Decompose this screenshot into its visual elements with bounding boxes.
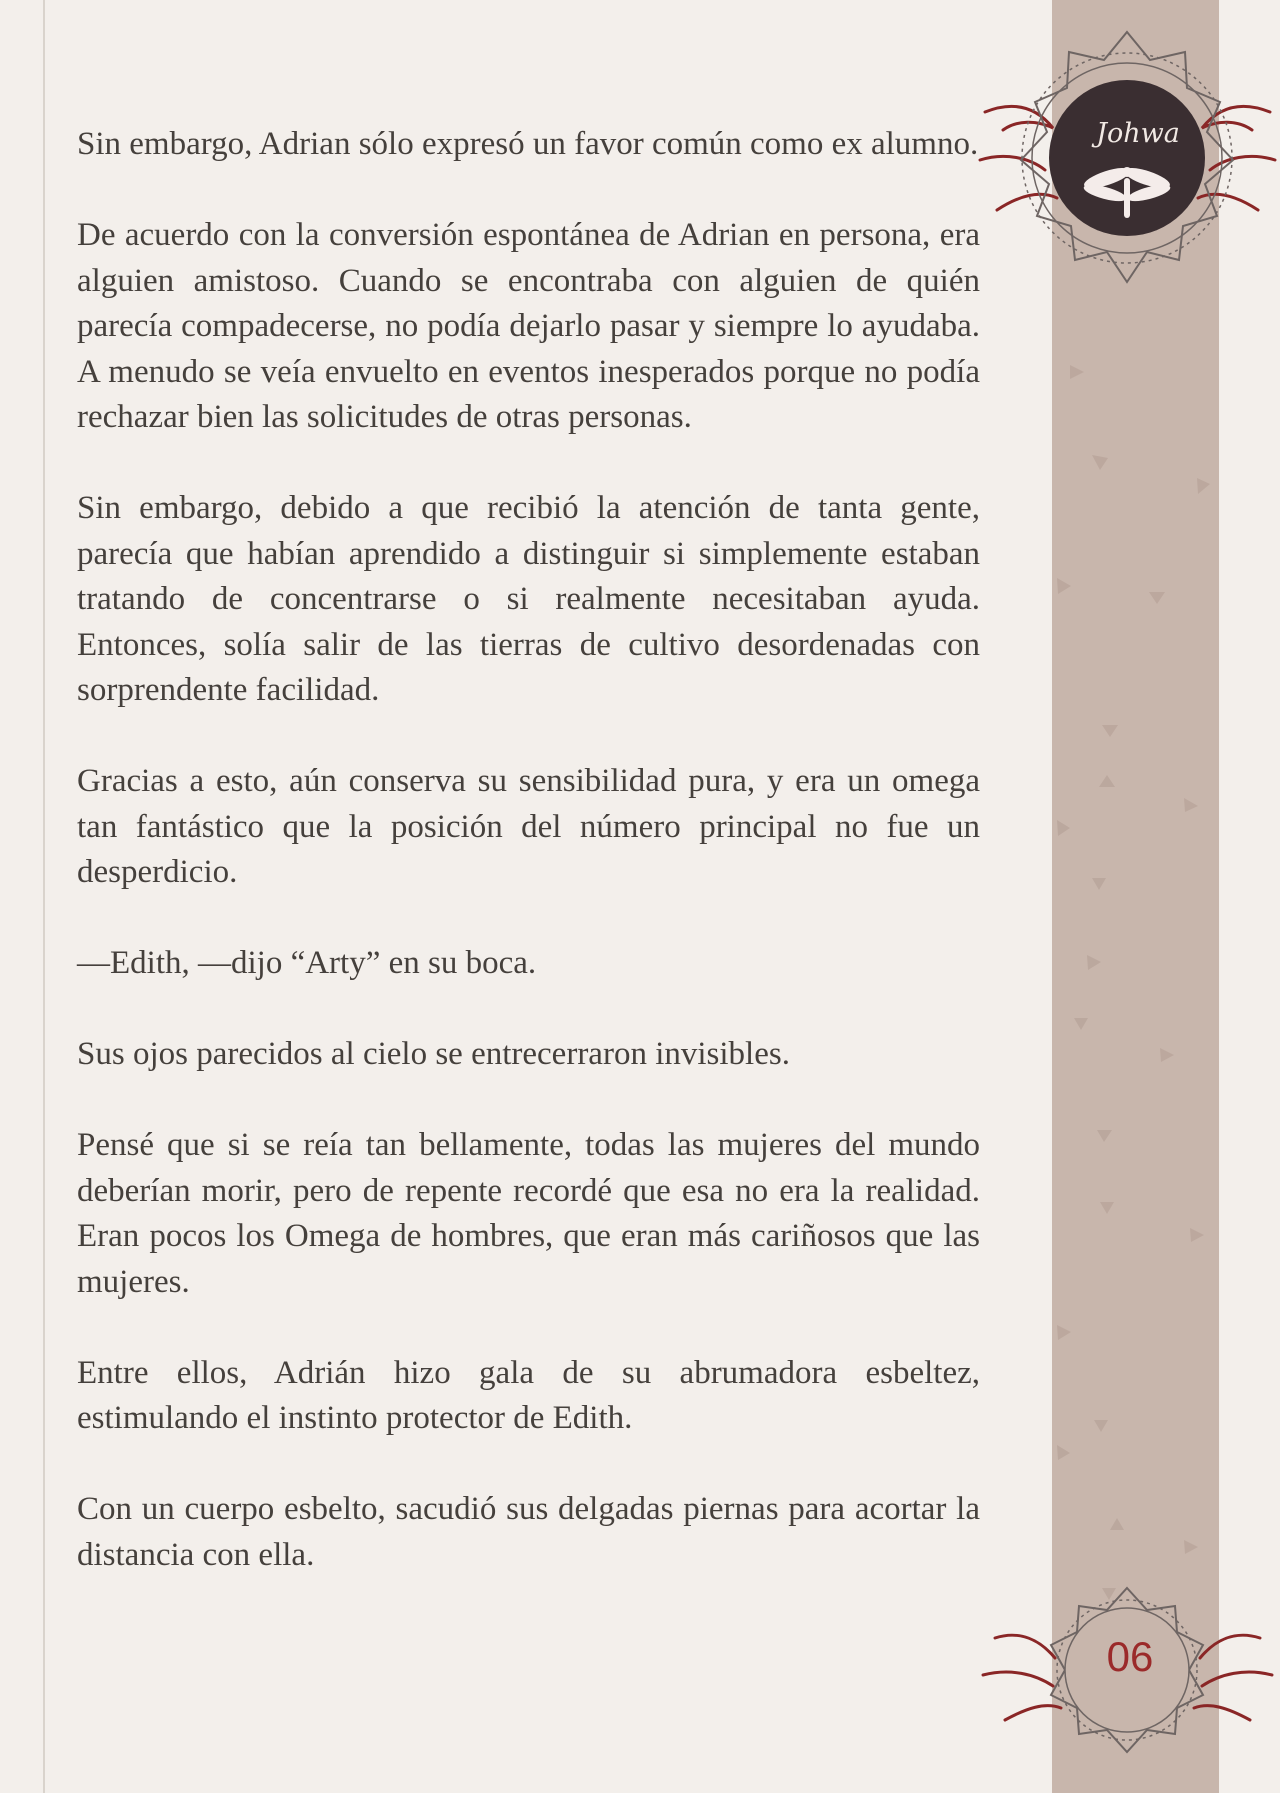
johwa-emblem xyxy=(975,20,1280,320)
paragraph-7: Pensé que si se reía tan bellamente, todas las mujeres del mundo deberían morir, pero de repente recordé que esa no era la realidad. Eran pocos los Omega de hombres, que eran más cariñosos que las mujeres. xyxy=(77,1127,980,1300)
paragraph-6: Sus ojos parecidos al cielo se entrecerraron invisibles. xyxy=(77,1036,790,1072)
paragraph-3: Sin embargo, debido a que recibió la atención de tanta gente, parecía que habían aprendido a distinguir si simplemente estaban tratando de concentrarse o si realmente necesitaban ayuda. Entonces, solía salir de las tierras de cultivo desordenadas con sorprendente facilidad. xyxy=(77,490,980,708)
paragraph-9: Con un cuerpo esbelto, sacudió sus delgadas piernas para acortar la distancia con ella. xyxy=(77,1491,980,1573)
paragraph-8: Entre ellos, Adrián hizo gala de su abrumadora esbeltez, estimulando el instinto protector de Edith. xyxy=(77,1354,980,1436)
paragraph-4: Gracias a esto, aún conserva su sensibilidad pura, y era un omega tan fantástico que la posición del número principal no fue un desperdicio. xyxy=(77,763,980,890)
emblem-label: Johwa xyxy=(1096,118,1180,149)
body-text xyxy=(77,122,980,1624)
paragraph-1: Sin embargo, Adrian sólo expresó un favor común como ex alumno. xyxy=(77,126,979,162)
paragraph-2: De acuerdo con la conversión espontánea de Adrian en persona, era alguien amistoso. Cuando se encontraba con alguien de quién parecía compadecerse, no podía dejarlo pasar y siempre lo ayudaba. A menudo se veía envuelto en eventos inesperados porque no podía rechazar bien las solicitudes de otras personas. xyxy=(77,217,980,435)
page-margin-line xyxy=(43,0,45,1793)
page-number: 06 xyxy=(1106,1633,1154,1680)
paragraph-5: —Edith, —dijo “Arty” en su boca. xyxy=(77,945,537,981)
